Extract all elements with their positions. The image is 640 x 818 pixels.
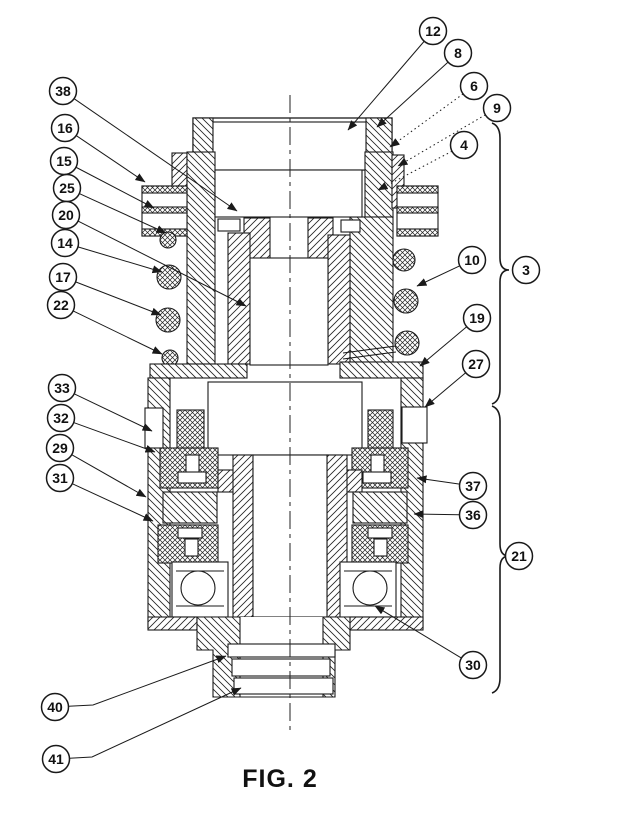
callout-number-4: 4: [460, 137, 468, 153]
callout-number-9: 9: [493, 100, 501, 116]
callout-41: [43, 688, 242, 773]
callout-21: [506, 543, 533, 570]
upper-cap: [193, 118, 392, 170]
bottom-stem: [197, 617, 350, 697]
ball-bearing-right: [340, 562, 396, 617]
callout-number-37: 37: [465, 478, 481, 494]
callout-number-40: 40: [47, 699, 63, 715]
leader-line-22: [73, 311, 162, 354]
callout-37: [417, 473, 487, 500]
callout-27: [425, 351, 490, 408]
callout-3: [513, 257, 540, 284]
leader-line-31: [72, 484, 153, 521]
valve-cross-section: [142, 95, 438, 735]
callout-number-31: 31: [52, 470, 68, 486]
leader-line-12: [348, 41, 424, 130]
callout-number-33: 33: [54, 380, 70, 396]
callout-number-32: 32: [53, 410, 69, 426]
callout-number-29: 29: [52, 440, 68, 456]
callout-number-17: 17: [55, 269, 71, 285]
callout-number-38: 38: [55, 83, 71, 99]
callout-number-14: 14: [57, 235, 73, 251]
leader-line-29: [72, 455, 146, 497]
leader-line-33: [74, 394, 152, 431]
callout-number-36: 36: [465, 507, 481, 523]
callout-40: [42, 656, 227, 721]
brace-3: [492, 123, 509, 404]
housing-floor-left: [148, 617, 197, 630]
callout-number-16: 16: [57, 120, 73, 136]
ball-bearing-left: [172, 562, 228, 617]
callout-number-22: 22: [53, 297, 69, 313]
leader-line-14: [78, 247, 162, 272]
callout-number-19: 19: [469, 310, 485, 326]
callout-number-12: 12: [425, 23, 441, 39]
callout-number-8: 8: [454, 45, 462, 61]
callout-number-3: 3: [522, 262, 530, 278]
leader-line-8: [377, 62, 448, 127]
callout-number-20: 20: [58, 207, 74, 223]
callout-number-41: 41: [48, 751, 64, 767]
leader-line-10: [417, 266, 460, 286]
leader-line-41: [69, 688, 241, 758]
callout-36: [414, 502, 487, 529]
callout-number-30: 30: [465, 657, 481, 673]
callout-number-15: 15: [56, 153, 72, 169]
callout-12: [348, 18, 447, 131]
leader-line-17: [76, 282, 161, 315]
callout-31: [47, 465, 154, 522]
callout-number-27: 27: [468, 356, 484, 372]
leader-line-19: [420, 327, 467, 366]
leader-line-40: [68, 656, 226, 706]
callout-8: [377, 40, 472, 128]
figure-caption: FIG. 2: [242, 765, 318, 793]
leader-line-16: [76, 136, 145, 182]
callout-number-25: 25: [59, 180, 75, 196]
upper-body: [172, 152, 404, 365]
callout-10: [417, 247, 486, 287]
callout-number-6: 6: [470, 78, 478, 94]
leader-line-27: [425, 373, 466, 407]
callout-number-10: 10: [464, 252, 480, 268]
callout-22: [48, 292, 163, 355]
callout-number-21: 21: [511, 548, 527, 564]
